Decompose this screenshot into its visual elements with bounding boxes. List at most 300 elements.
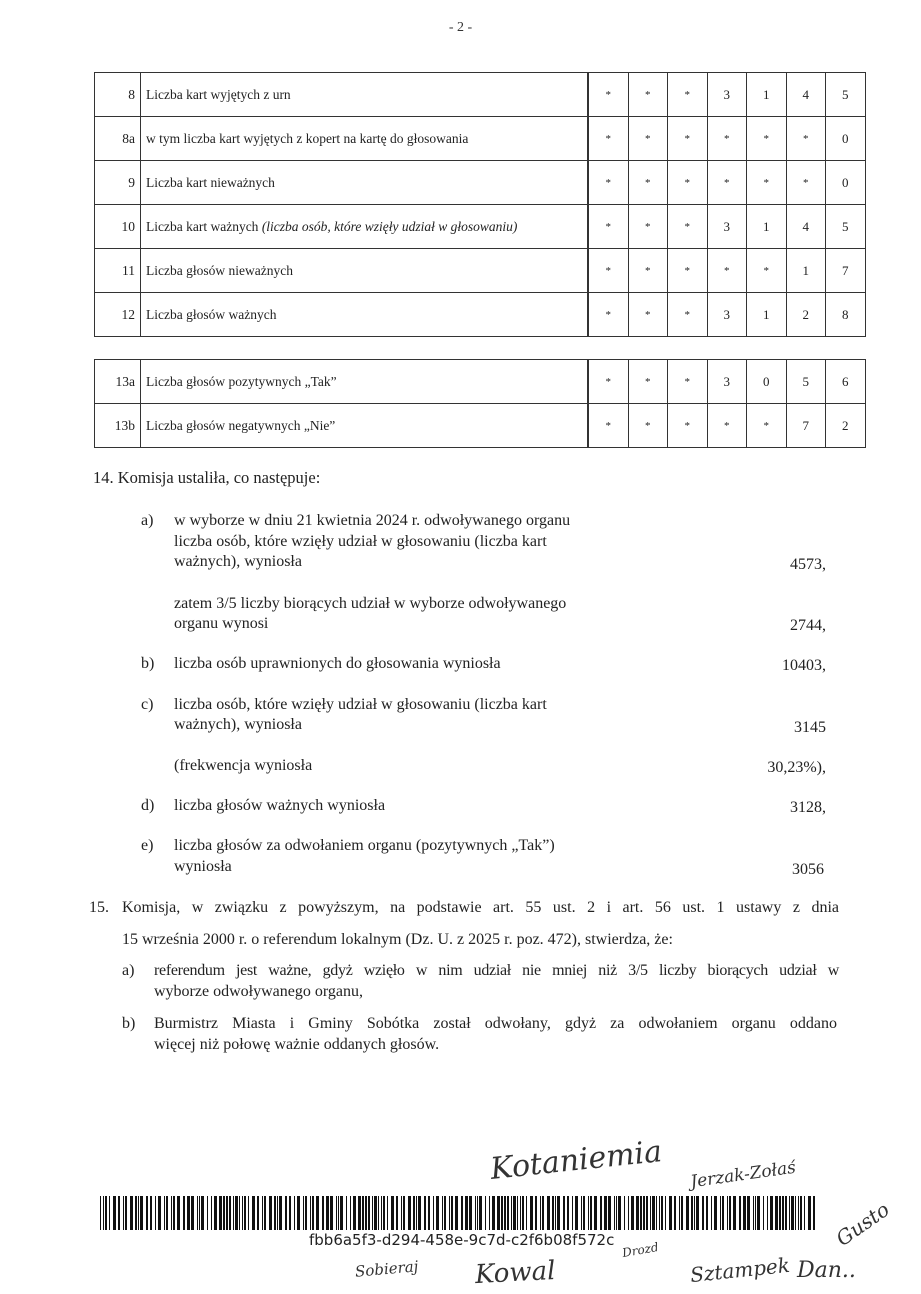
barcode-bar xyxy=(214,1196,217,1230)
barcode-bar xyxy=(316,1196,319,1230)
barcode-bar xyxy=(656,1196,657,1230)
barcode-bar xyxy=(608,1196,611,1230)
barcode-bar xyxy=(791,1196,794,1230)
barcode-bar xyxy=(451,1196,453,1230)
item-14a-sub-line2: organu wynosi xyxy=(174,615,269,632)
barcode-bar xyxy=(779,1196,781,1230)
digit-cell: * xyxy=(668,161,708,205)
barcode-bar xyxy=(155,1196,156,1230)
table-row xyxy=(95,205,866,249)
row-number: 11 xyxy=(95,249,141,293)
barcode-bar xyxy=(436,1196,439,1230)
item-14d-value: 3128, xyxy=(790,799,826,816)
digit-cell: * xyxy=(668,293,708,337)
barcode-bar xyxy=(199,1196,200,1230)
barcode-bar xyxy=(757,1196,760,1230)
barcode-bar xyxy=(511,1196,512,1230)
item-14c-line2: ważnych), wyniosła xyxy=(174,716,302,733)
barcode-bar xyxy=(312,1196,314,1230)
barcode-bar xyxy=(520,1196,521,1230)
barcode-bar xyxy=(636,1196,639,1230)
digit-cell: * xyxy=(628,205,668,249)
barcode-bar xyxy=(123,1196,124,1230)
barcode-bar xyxy=(813,1196,815,1230)
item-15b-line2: więcej niż połowę ważnie oddanych głosów. xyxy=(154,1036,440,1053)
row-label-text: Liczba głosów pozytywnych „Tak” xyxy=(146,374,337,389)
barcode-bar xyxy=(374,1196,377,1230)
row-label xyxy=(141,161,589,205)
barcode-bar xyxy=(277,1196,278,1230)
barcode-bar xyxy=(624,1196,625,1230)
barcode-bar xyxy=(418,1196,421,1230)
digit-cell: 7 xyxy=(786,404,826,448)
barcode-bar xyxy=(497,1196,500,1230)
barcode-bar xyxy=(125,1196,127,1230)
row-label-text: Liczba głosów nieważnych xyxy=(146,263,293,278)
digit-cell: 3 xyxy=(707,205,747,249)
barcode-bar xyxy=(100,1196,101,1230)
barcode-bar xyxy=(646,1196,648,1230)
barcode-bar xyxy=(785,1196,787,1230)
barcode-bar xyxy=(248,1196,249,1230)
barcode-bar xyxy=(694,1196,695,1230)
barcode-bar xyxy=(479,1196,482,1230)
barcode-bar xyxy=(775,1196,778,1230)
barcode-bar xyxy=(669,1196,672,1230)
barcode-bar xyxy=(330,1196,333,1230)
barcode-bar xyxy=(235,1196,238,1230)
item-14d-line1: liczba głosów ważnych wyniosła xyxy=(174,797,386,814)
digit-cell: * xyxy=(588,161,628,205)
item-14c-line1: liczba osób, które wzięły udział w głosowaniu (liczba kart xyxy=(174,696,547,713)
digit-cell: * xyxy=(588,249,628,293)
barcode-bar xyxy=(679,1196,680,1230)
barcode-bar xyxy=(416,1196,417,1230)
barcode-bar xyxy=(600,1196,602,1230)
barcode-bar xyxy=(492,1196,495,1230)
digit-cell: * xyxy=(588,205,628,249)
digit-cell: * xyxy=(707,117,747,161)
barcode-bar xyxy=(526,1196,527,1230)
barcode-bar xyxy=(138,1196,139,1230)
digit-cell: 1 xyxy=(786,249,826,293)
item-15a-line2: wyborze odwoływanego organu, xyxy=(154,983,363,1000)
row-label xyxy=(141,249,589,293)
barcode-bar xyxy=(297,1196,300,1230)
barcode-bar xyxy=(618,1196,621,1230)
item-14a-line1: w wyborze w dniu 21 kwietnia 2024 r. odwoływanego organu xyxy=(174,512,571,529)
section-14-heading: 14. Komisja ustaliła, co następuje: xyxy=(93,468,321,487)
barcode-bar xyxy=(242,1196,243,1230)
digit-cell: 4 xyxy=(786,73,826,117)
barcode-bar xyxy=(804,1196,805,1230)
barcode-bar xyxy=(631,1196,634,1230)
digit-cell: 2 xyxy=(786,293,826,337)
item-14c-turnout-label: (frekwencja wyniosła xyxy=(174,757,313,774)
digit-cell: 0 xyxy=(826,117,866,161)
barcode-bar xyxy=(729,1196,731,1230)
barcode-bar xyxy=(103,1196,104,1230)
barcode-bar xyxy=(140,1196,143,1230)
barcode-bar xyxy=(681,1196,683,1230)
digit-cell: * xyxy=(628,404,668,448)
barcode-bar xyxy=(665,1196,666,1230)
table-row xyxy=(95,117,866,161)
barcode-bar xyxy=(588,1196,589,1230)
barcode-bar xyxy=(408,1196,411,1230)
barcode-bar xyxy=(706,1196,708,1230)
row-number: 9 xyxy=(95,161,141,205)
digit-cell: * xyxy=(786,161,826,205)
barcode-bar xyxy=(383,1196,385,1230)
item-14e-line2: wyniosła xyxy=(174,858,232,875)
item-14c-marker: c) xyxy=(141,696,154,713)
barcode-bar xyxy=(326,1196,329,1230)
barcode-bar xyxy=(808,1196,811,1230)
barcode-bar xyxy=(229,1196,231,1230)
row-label-note: (liczba osób, które wzięły udział w głosowaniu) xyxy=(261,219,518,234)
barcode-bar xyxy=(485,1196,486,1230)
row-number: 8 xyxy=(95,73,141,117)
barcode-bar xyxy=(720,1196,721,1230)
table-row xyxy=(95,404,866,448)
digit-cell: * xyxy=(747,249,787,293)
barcode-bar xyxy=(303,1196,304,1230)
barcode-bar xyxy=(444,1196,446,1230)
barcode-bar xyxy=(696,1196,699,1230)
barcode-bar xyxy=(289,1196,291,1230)
barcode-bar xyxy=(433,1196,434,1230)
digit-cell: * xyxy=(668,205,708,249)
results-table-top xyxy=(94,72,866,337)
barcode-bar xyxy=(628,1196,629,1230)
barcode-bar xyxy=(449,1196,450,1230)
barcode-bar xyxy=(146,1196,148,1230)
barcode-bar xyxy=(305,1196,307,1230)
barcode-bar xyxy=(239,1196,240,1230)
barcode-bar xyxy=(428,1196,430,1230)
table-row xyxy=(95,293,866,337)
digit-cell: * xyxy=(668,404,708,448)
digit-cell: 3 xyxy=(707,293,747,337)
barcode-bar xyxy=(401,1196,402,1230)
digit-cell: 0 xyxy=(826,161,866,205)
barcode-bar xyxy=(353,1196,356,1230)
barcode-bar xyxy=(522,1196,524,1230)
barcode-bar xyxy=(770,1196,773,1230)
barcode-bar xyxy=(118,1196,120,1230)
signature: Kowal xyxy=(474,1255,557,1291)
barcode-bar xyxy=(294,1196,295,1230)
digit-cell: 5 xyxy=(826,205,866,249)
barcode-bar xyxy=(201,1196,204,1230)
barcode-bar xyxy=(782,1196,784,1230)
digit-cell: * xyxy=(747,117,787,161)
row-number: 10 xyxy=(95,205,141,249)
digit-cell: 3 xyxy=(707,360,747,404)
barcode-bar xyxy=(226,1196,228,1230)
item-15a-line1: referendum jest ważne, gdyż wzięło w nim udział nie mniej niż 3/5 liczby biorących udział w xyxy=(154,962,839,979)
barcode-bar xyxy=(686,1196,689,1230)
barcode-bar xyxy=(113,1196,116,1230)
barcode-bar xyxy=(346,1196,347,1230)
row-label-text: w tym liczba kart wyjętych z kopert na kartę do głosowania xyxy=(146,131,469,146)
barcode-bar xyxy=(461,1196,463,1230)
barcode-bar xyxy=(513,1196,516,1230)
barcode-bar xyxy=(501,1196,503,1230)
row-label xyxy=(141,73,589,117)
barcode-bar xyxy=(572,1196,573,1230)
barcode-bar xyxy=(507,1196,509,1230)
barcode-bar xyxy=(789,1196,790,1230)
barcode-bar xyxy=(455,1196,458,1230)
digit-cell: 7 xyxy=(826,249,866,293)
barcode-bar xyxy=(173,1196,175,1230)
barcode-bar xyxy=(338,1196,339,1230)
barcode-bar xyxy=(233,1196,234,1230)
barcode-bar xyxy=(336,1196,337,1230)
barcode xyxy=(100,1196,820,1230)
table-row xyxy=(95,161,866,205)
row-label xyxy=(141,404,589,448)
barcode-bar xyxy=(135,1196,137,1230)
item-14c-turnout-value: 30,23%), xyxy=(767,759,826,776)
barcode-bar xyxy=(105,1196,107,1230)
digit-cell: * xyxy=(628,73,668,117)
barcode-bar xyxy=(403,1196,405,1230)
item-14a-line2: liczba osób, które wzięły udział w głosowaniu (liczba kart xyxy=(174,533,547,550)
signature: Sobieraj xyxy=(354,1257,420,1281)
barcode-bar xyxy=(381,1196,382,1230)
barcode-bar xyxy=(581,1196,582,1230)
barcode-bar xyxy=(164,1196,165,1230)
barcode-bar xyxy=(368,1196,370,1230)
barcode-bar xyxy=(362,1196,364,1230)
barcode-bar xyxy=(583,1196,585,1230)
barcode-bar xyxy=(795,1196,796,1230)
item-14a-value: 4573, xyxy=(790,556,826,573)
digit-cell: * xyxy=(588,360,628,404)
item-14d-marker: d) xyxy=(141,797,155,814)
barcode-id: fbb6a5f3-d294-458e-9c7d-c2f6b08f572c xyxy=(309,1231,615,1249)
digit-cell: * xyxy=(747,404,787,448)
barcode-bar xyxy=(310,1196,311,1230)
barcode-bar xyxy=(640,1196,642,1230)
barcode-bar xyxy=(378,1196,379,1230)
results-table-votes xyxy=(94,359,866,448)
row-number: 13b xyxy=(95,404,141,448)
digit-cell: 0 xyxy=(747,360,787,404)
item-14a-marker: a) xyxy=(141,512,154,529)
barcode-bar xyxy=(158,1196,161,1230)
section-15-line2: 15 września 2000 r. o referendum lokalnym (Dz. U. z 2025 r. poz. 472), stwierdza, że: xyxy=(122,931,673,948)
barcode-bar xyxy=(477,1196,478,1230)
digit-cell: 1 xyxy=(747,73,787,117)
barcode-bar xyxy=(365,1196,367,1230)
signature: Drozd xyxy=(621,1239,660,1261)
item-15b-marker: b) xyxy=(122,1015,136,1032)
barcode-bar xyxy=(659,1196,660,1230)
row-label-text: Liczba kart ważnych xyxy=(146,219,262,234)
item-14c-value: 3145 xyxy=(794,719,826,736)
barcode-bar xyxy=(262,1196,263,1230)
barcode-bar xyxy=(358,1196,361,1230)
section-15-line1: Komisja, w związku z powyższym, na podstawie art. 55 ust. 2 i art. 56 ust. 1 ustawy z dnia xyxy=(122,899,839,916)
signature: Sztampek xyxy=(689,1252,791,1288)
table-row xyxy=(95,249,866,293)
digit-cell: 1 xyxy=(747,293,787,337)
digit-cell: 5 xyxy=(826,73,866,117)
item-14b-marker: b) xyxy=(141,655,155,672)
barcode-bar xyxy=(763,1196,764,1230)
barcode-bar xyxy=(767,1196,768,1230)
digit-cell: 6 xyxy=(826,360,866,404)
barcode-bar xyxy=(285,1196,287,1230)
barcode-bar xyxy=(264,1196,266,1230)
barcode-bar xyxy=(753,1196,754,1230)
barcode-bar xyxy=(567,1196,569,1230)
barcode-bar xyxy=(540,1196,541,1230)
signature: Jerzak-Zołaś xyxy=(689,1157,798,1193)
barcode-bar xyxy=(244,1196,246,1230)
barcode-bar xyxy=(727,1196,728,1230)
item-14b-line1: liczba osób uprawnionych do głosowania wyniosła xyxy=(174,655,501,672)
barcode-bar xyxy=(475,1196,476,1230)
barcode-bar xyxy=(798,1196,799,1230)
barcode-bar xyxy=(187,1196,190,1230)
item-15b-line1: Burmistrz Miasta i Gminy Sobótka został odwołany, gdyż za odwołaniem organu oddano xyxy=(154,1015,837,1032)
item-15a-marker: a) xyxy=(122,962,135,979)
digit-cell: * xyxy=(628,161,668,205)
digit-cell: * xyxy=(707,161,747,205)
digit-cell: * xyxy=(786,117,826,161)
barcode-bar xyxy=(166,1196,168,1230)
barcode-bar xyxy=(800,1196,802,1230)
barcode-bar xyxy=(563,1196,565,1230)
row-number: 12 xyxy=(95,293,141,337)
digit-cell: * xyxy=(628,117,668,161)
barcode-bar xyxy=(650,1196,651,1230)
barcode-bar xyxy=(594,1196,597,1230)
barcode-bar xyxy=(279,1196,282,1230)
digit-cell: * xyxy=(588,404,628,448)
digit-cell: 1 xyxy=(747,205,787,249)
barcode-bar xyxy=(557,1196,560,1230)
barcode-bar xyxy=(469,1196,472,1230)
barcode-bar xyxy=(197,1196,198,1230)
row-label-text: Liczba kart wyjętych z urn xyxy=(146,87,291,102)
barcode-bar xyxy=(530,1196,533,1230)
barcode-bar xyxy=(322,1196,324,1230)
barcode-bar xyxy=(340,1196,343,1230)
row-label-text: Liczba kart nieważnych xyxy=(146,175,275,190)
barcode-bar xyxy=(396,1196,398,1230)
barcode-bar xyxy=(150,1196,152,1230)
barcode-bar xyxy=(130,1196,133,1230)
barcode-bar xyxy=(555,1196,556,1230)
barcode-bar xyxy=(755,1196,756,1230)
barcode-bar xyxy=(489,1196,490,1230)
digit-cell: 5 xyxy=(786,360,826,404)
barcode-bar xyxy=(504,1196,506,1230)
row-label xyxy=(141,293,589,337)
barcode-bar xyxy=(575,1196,578,1230)
barcode-bar xyxy=(542,1196,544,1230)
barcode-bar xyxy=(604,1196,607,1230)
barcode-bar xyxy=(207,1196,208,1230)
barcode-bar xyxy=(691,1196,693,1230)
barcode-bar xyxy=(747,1196,750,1230)
row-label xyxy=(141,117,589,161)
barcode-bar xyxy=(424,1196,426,1230)
row-number: 13a xyxy=(95,360,141,404)
barcode-bar xyxy=(171,1196,172,1230)
barcode-bar xyxy=(223,1196,225,1230)
barcode-bar xyxy=(661,1196,663,1230)
barcode-bar xyxy=(643,1196,645,1230)
signature: Gusto xyxy=(831,1197,894,1251)
barcode-bar xyxy=(552,1196,554,1230)
digit-cell: * xyxy=(668,117,708,161)
digit-cell: * xyxy=(628,360,668,404)
item-14a-sub-value: 2744, xyxy=(790,617,826,634)
barcode-bar xyxy=(413,1196,415,1230)
barcode-bar xyxy=(391,1196,394,1230)
row-label-text: Liczba głosów ważnych xyxy=(146,307,277,322)
barcode-bar xyxy=(547,1196,550,1230)
digit-cell: * xyxy=(628,249,668,293)
signature: Kotaniemia xyxy=(488,1134,664,1187)
row-label xyxy=(141,205,589,249)
item-14a-line3: ważnych), wyniosła xyxy=(174,553,302,570)
digit-cell: 2 xyxy=(826,404,866,448)
barcode-bar xyxy=(387,1196,388,1230)
barcode-bar xyxy=(711,1196,712,1230)
barcode-bar xyxy=(517,1196,518,1230)
barcode-bar xyxy=(743,1196,746,1230)
item-14e-line1: liczba głosów za odwołaniem organu (pozytywnych „Tak”) xyxy=(174,837,555,854)
digit-cell: 4 xyxy=(786,205,826,249)
barcode-bar xyxy=(674,1196,676,1230)
item-14e-marker: e) xyxy=(141,837,154,854)
digit-cell: * xyxy=(668,360,708,404)
barcode-bar xyxy=(183,1196,185,1230)
row-label xyxy=(141,360,589,404)
barcode-bar xyxy=(652,1196,655,1230)
digit-cell: * xyxy=(588,73,628,117)
barcode-bar xyxy=(702,1196,704,1230)
barcode-bar xyxy=(714,1196,717,1230)
digit-cell: * xyxy=(707,404,747,448)
barcode-bar xyxy=(177,1196,180,1230)
barcode-bar xyxy=(350,1196,351,1230)
barcode-bar xyxy=(614,1196,615,1230)
digit-cell: * xyxy=(668,249,708,293)
table-row xyxy=(95,360,866,404)
barcode-bar xyxy=(257,1196,259,1230)
barcode-bar xyxy=(191,1196,194,1230)
digit-cell: * xyxy=(588,117,628,161)
barcode-bar xyxy=(211,1196,212,1230)
barcode-bar xyxy=(252,1196,255,1230)
row-number: 8a xyxy=(95,117,141,161)
barcode-bar xyxy=(219,1196,222,1230)
barcode-bar xyxy=(535,1196,537,1230)
table-row xyxy=(95,73,866,117)
digit-cell: * xyxy=(668,73,708,117)
digit-cell: 3 xyxy=(707,73,747,117)
digit-cell: * xyxy=(628,293,668,337)
